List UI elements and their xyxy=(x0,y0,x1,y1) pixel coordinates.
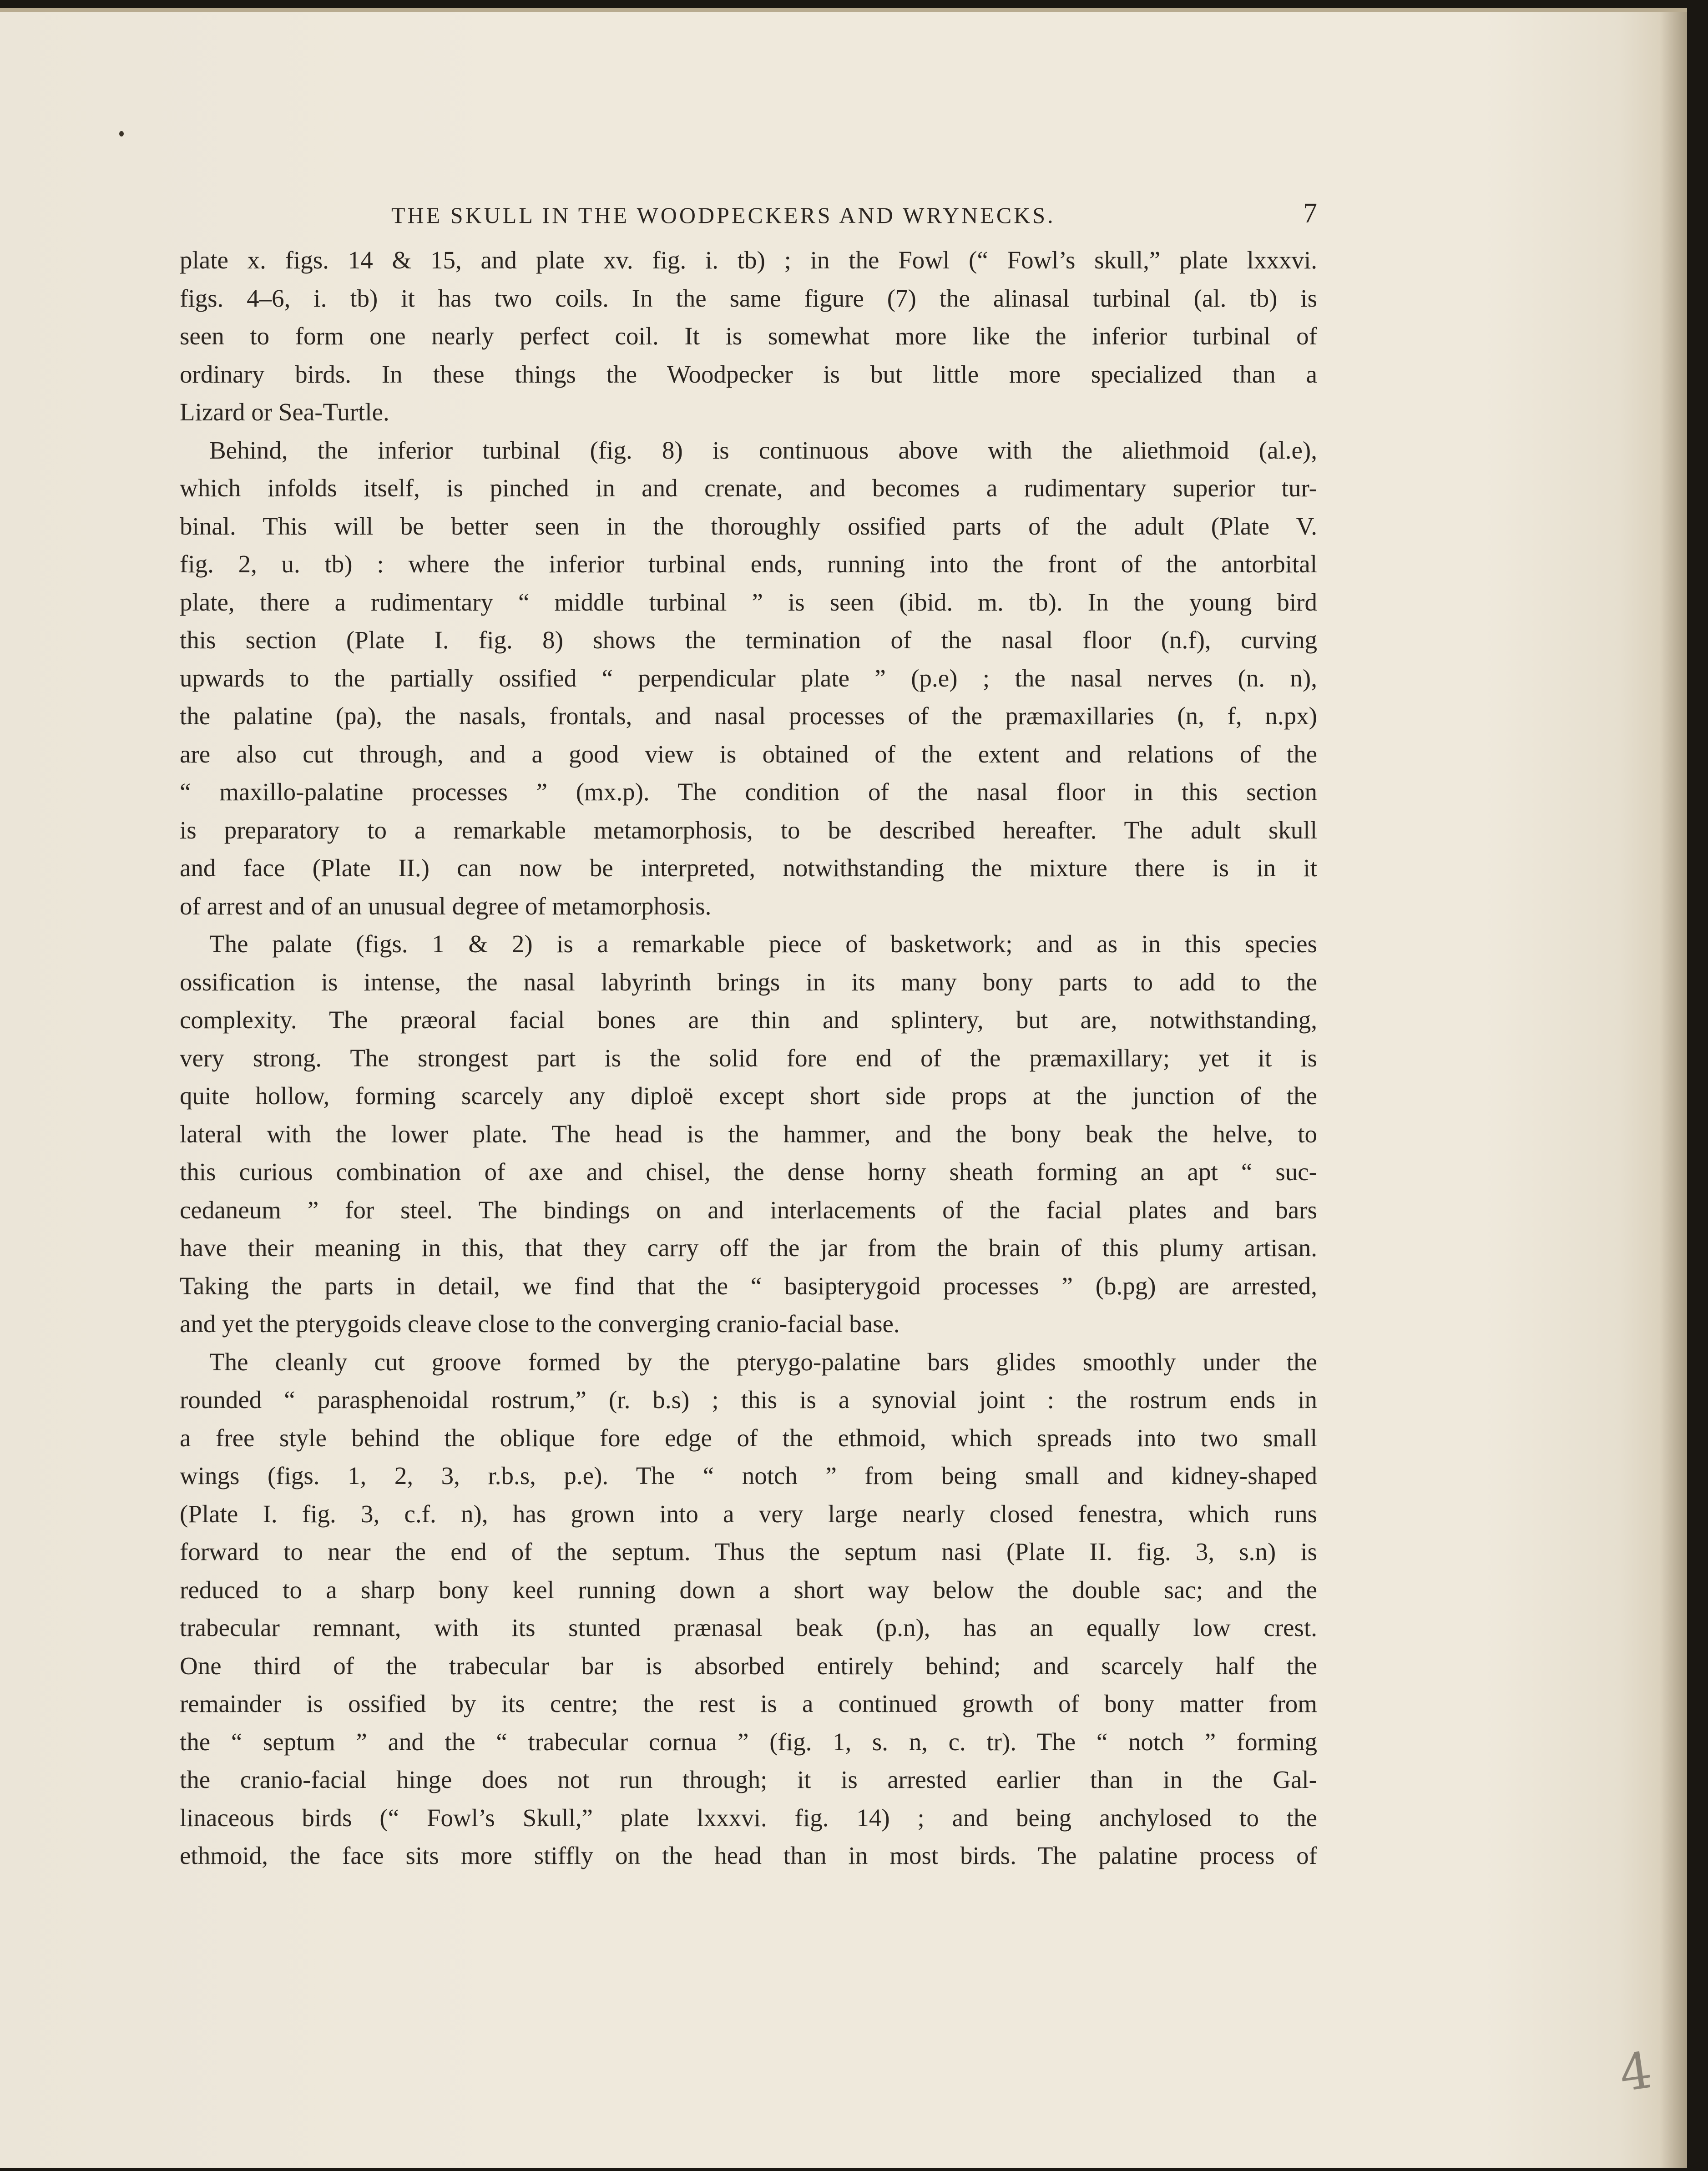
text-line: remainder is ossified by its centre; the rest is a continued growth of bony matter from xyxy=(180,1690,1317,1717)
text-line: a free style behind the oblique fore edge of the ethmoid, which spreads into two small xyxy=(180,1424,1317,1452)
text-line: “ maxillo-palatine processes ” (mx.p). The condition of the nasal floor in this section xyxy=(180,778,1317,806)
text-line: ordinary birds. In these things the Woodpecker is but little more specialized than a xyxy=(180,360,1317,388)
page-header xyxy=(180,197,1317,234)
text-line: plate, there a rudimentary “ middle turbinal ” is seen (ibid. m. tb). In the young bird xyxy=(180,588,1317,616)
text-line: binal. This will be better seen in the thoroughly ossified parts of the adult (Plate V. xyxy=(180,512,1317,540)
page-number: 7 xyxy=(1303,198,1317,229)
text-line: is preparatory to a remarkable metamorphosis, to be described hereafter. The adult skull xyxy=(180,816,1317,844)
body-text xyxy=(180,241,1317,1875)
text-line: which infolds itself, is pinched in and crenate, and becomes a rudimentary superior tur- xyxy=(180,474,1317,502)
running-head: THE SKULL IN THE WOODPECKERS AND WRYNECKS. xyxy=(391,202,1056,228)
text-line: reduced to a sharp bony keel running down a short way below the double sac; and the xyxy=(180,1575,1317,1604)
text-line: ossification is intense, the nasal labyrinth brings in its many bony parts to add to the xyxy=(180,968,1317,996)
text-line: Taking the parts in detail, we find that the “ basipterygoid processes ” (b.pg) are arrested, xyxy=(180,1272,1317,1300)
page-edge-shadow xyxy=(1660,12,1687,2168)
text-line: plate x. figs. 14 & 15, and plate xv. fig. i. tb) ; in the Fowl (“ Fowl’s skull,” plate lxxxvi. xyxy=(180,246,1317,274)
text-line: have their meaning in this, that they carry off the jar from the brain of this plumy artisan. xyxy=(180,1234,1317,1262)
text-line: fig. 2, u. tb) : where the inferior turbinal ends, running into the front of the antorbital xyxy=(180,550,1317,578)
text-line: this curious combination of axe and chisel, the dense horny sheath forming an apt “ suc- xyxy=(180,1158,1317,1186)
text-line: very strong. The strongest part is the solid fore end of the præmaxillary; yet it is xyxy=(180,1044,1317,1072)
text-line: upwards to the partially ossified “ perpendicular plate ” (p.e) ; the nasal nerves (n. n), xyxy=(180,664,1317,692)
text-line: figs. 4–6, i. tb) it has two coils. In the same figure (7) the alinasal turbinal (al. tb) is xyxy=(180,284,1317,312)
text-line: rounded “ parasphenoidal rostrum,” (r. b.s) ; this is a synovial joint : the rostrum ends in xyxy=(180,1386,1317,1414)
text-line: and yet the pterygoids cleave close to the converging cranio-facial base. xyxy=(180,1310,900,1338)
text-line: the “ septum ” and the “ trabecular cornua ” (fig. 1, s. n, c. tr). The “ notch ” forming xyxy=(180,1727,1317,1756)
text-line: forward to near the end of the septum. Thus the septum nasi (Plate II. fig. 3, s.n) is xyxy=(180,1538,1317,1565)
text-line: the cranio-facial hinge does not run through; it is arrested earlier than in the Gal- xyxy=(180,1766,1317,1793)
text-line: One third of the trabecular bar is absorbed entirely behind; and scarcely half the xyxy=(180,1651,1317,1680)
text-line: Lizard or Sea-Turtle. xyxy=(180,398,389,426)
text-line: (Plate I. fig. 3, c.f. n), has grown into a very large nearly closed fenestra, which runs xyxy=(180,1500,1317,1528)
text-line: trabecular remnant, with its stunted prænasal beak (p.n), has an equally low crest. xyxy=(180,1614,1317,1641)
ink-speck xyxy=(119,131,124,136)
text-line: are also cut through, and a good view is obtained of the extent and relations of the xyxy=(180,740,1317,768)
text-line: ethmoid, the face sits more stiffly on the head than in most birds. The palatine process of xyxy=(180,1842,1317,1869)
text-line: quite hollow, forming scarcely any diploë except short side props at the junction of the xyxy=(180,1082,1317,1110)
text-line: The palate (figs. 1 & 2) is a remarkable piece of basketwork; and as in this species xyxy=(209,930,1317,958)
text-line: The cleanly cut groove formed by the pterygo-palatine bars glides smoothly under the xyxy=(209,1348,1317,1376)
text-line: the palatine (pa), the nasals, frontals, and nasal processes of the præmaxillaries (n, f, n.px) xyxy=(180,702,1317,730)
text-line: this section (Plate I. fig. 8) shows the termination of the nasal floor (n.f), curving xyxy=(180,626,1317,654)
handwritten-margin-mark: 4 xyxy=(1616,2040,1656,2103)
text-line: complexity. The præoral facial bones are thin and splintery, but are, notwithstanding, xyxy=(180,1006,1317,1034)
text-line: seen to form one nearly perfect coil. It is somewhat more like the inferior turbinal of xyxy=(180,322,1317,350)
text-line: wings (figs. 1, 2, 3, r.b.s, p.e). The “ notch ” from being small and kidney-shaped xyxy=(180,1462,1317,1489)
text-line: and face (Plate II.) can now be interpreted, notwithstanding the mixture there is in it xyxy=(180,854,1317,882)
text-line: linaceous birds (“ Fowl’s Skull,” plate lxxxvi. fig. 14) ; and being anchylosed to the xyxy=(180,1803,1317,1832)
text-line: Behind, the inferior turbinal (fig. 8) is continuous above with the aliethmoid (al.e), xyxy=(209,436,1317,464)
text-line: lateral with the lower plate. The head is the hammer, and the bony beak the helve, to xyxy=(180,1120,1317,1148)
text-line: of arrest and of an unusual degree of metamorphosis. xyxy=(180,892,712,920)
text-line: cedaneum ” for steel. The bindings on and interlacements of the facial plates and bars xyxy=(180,1196,1317,1224)
